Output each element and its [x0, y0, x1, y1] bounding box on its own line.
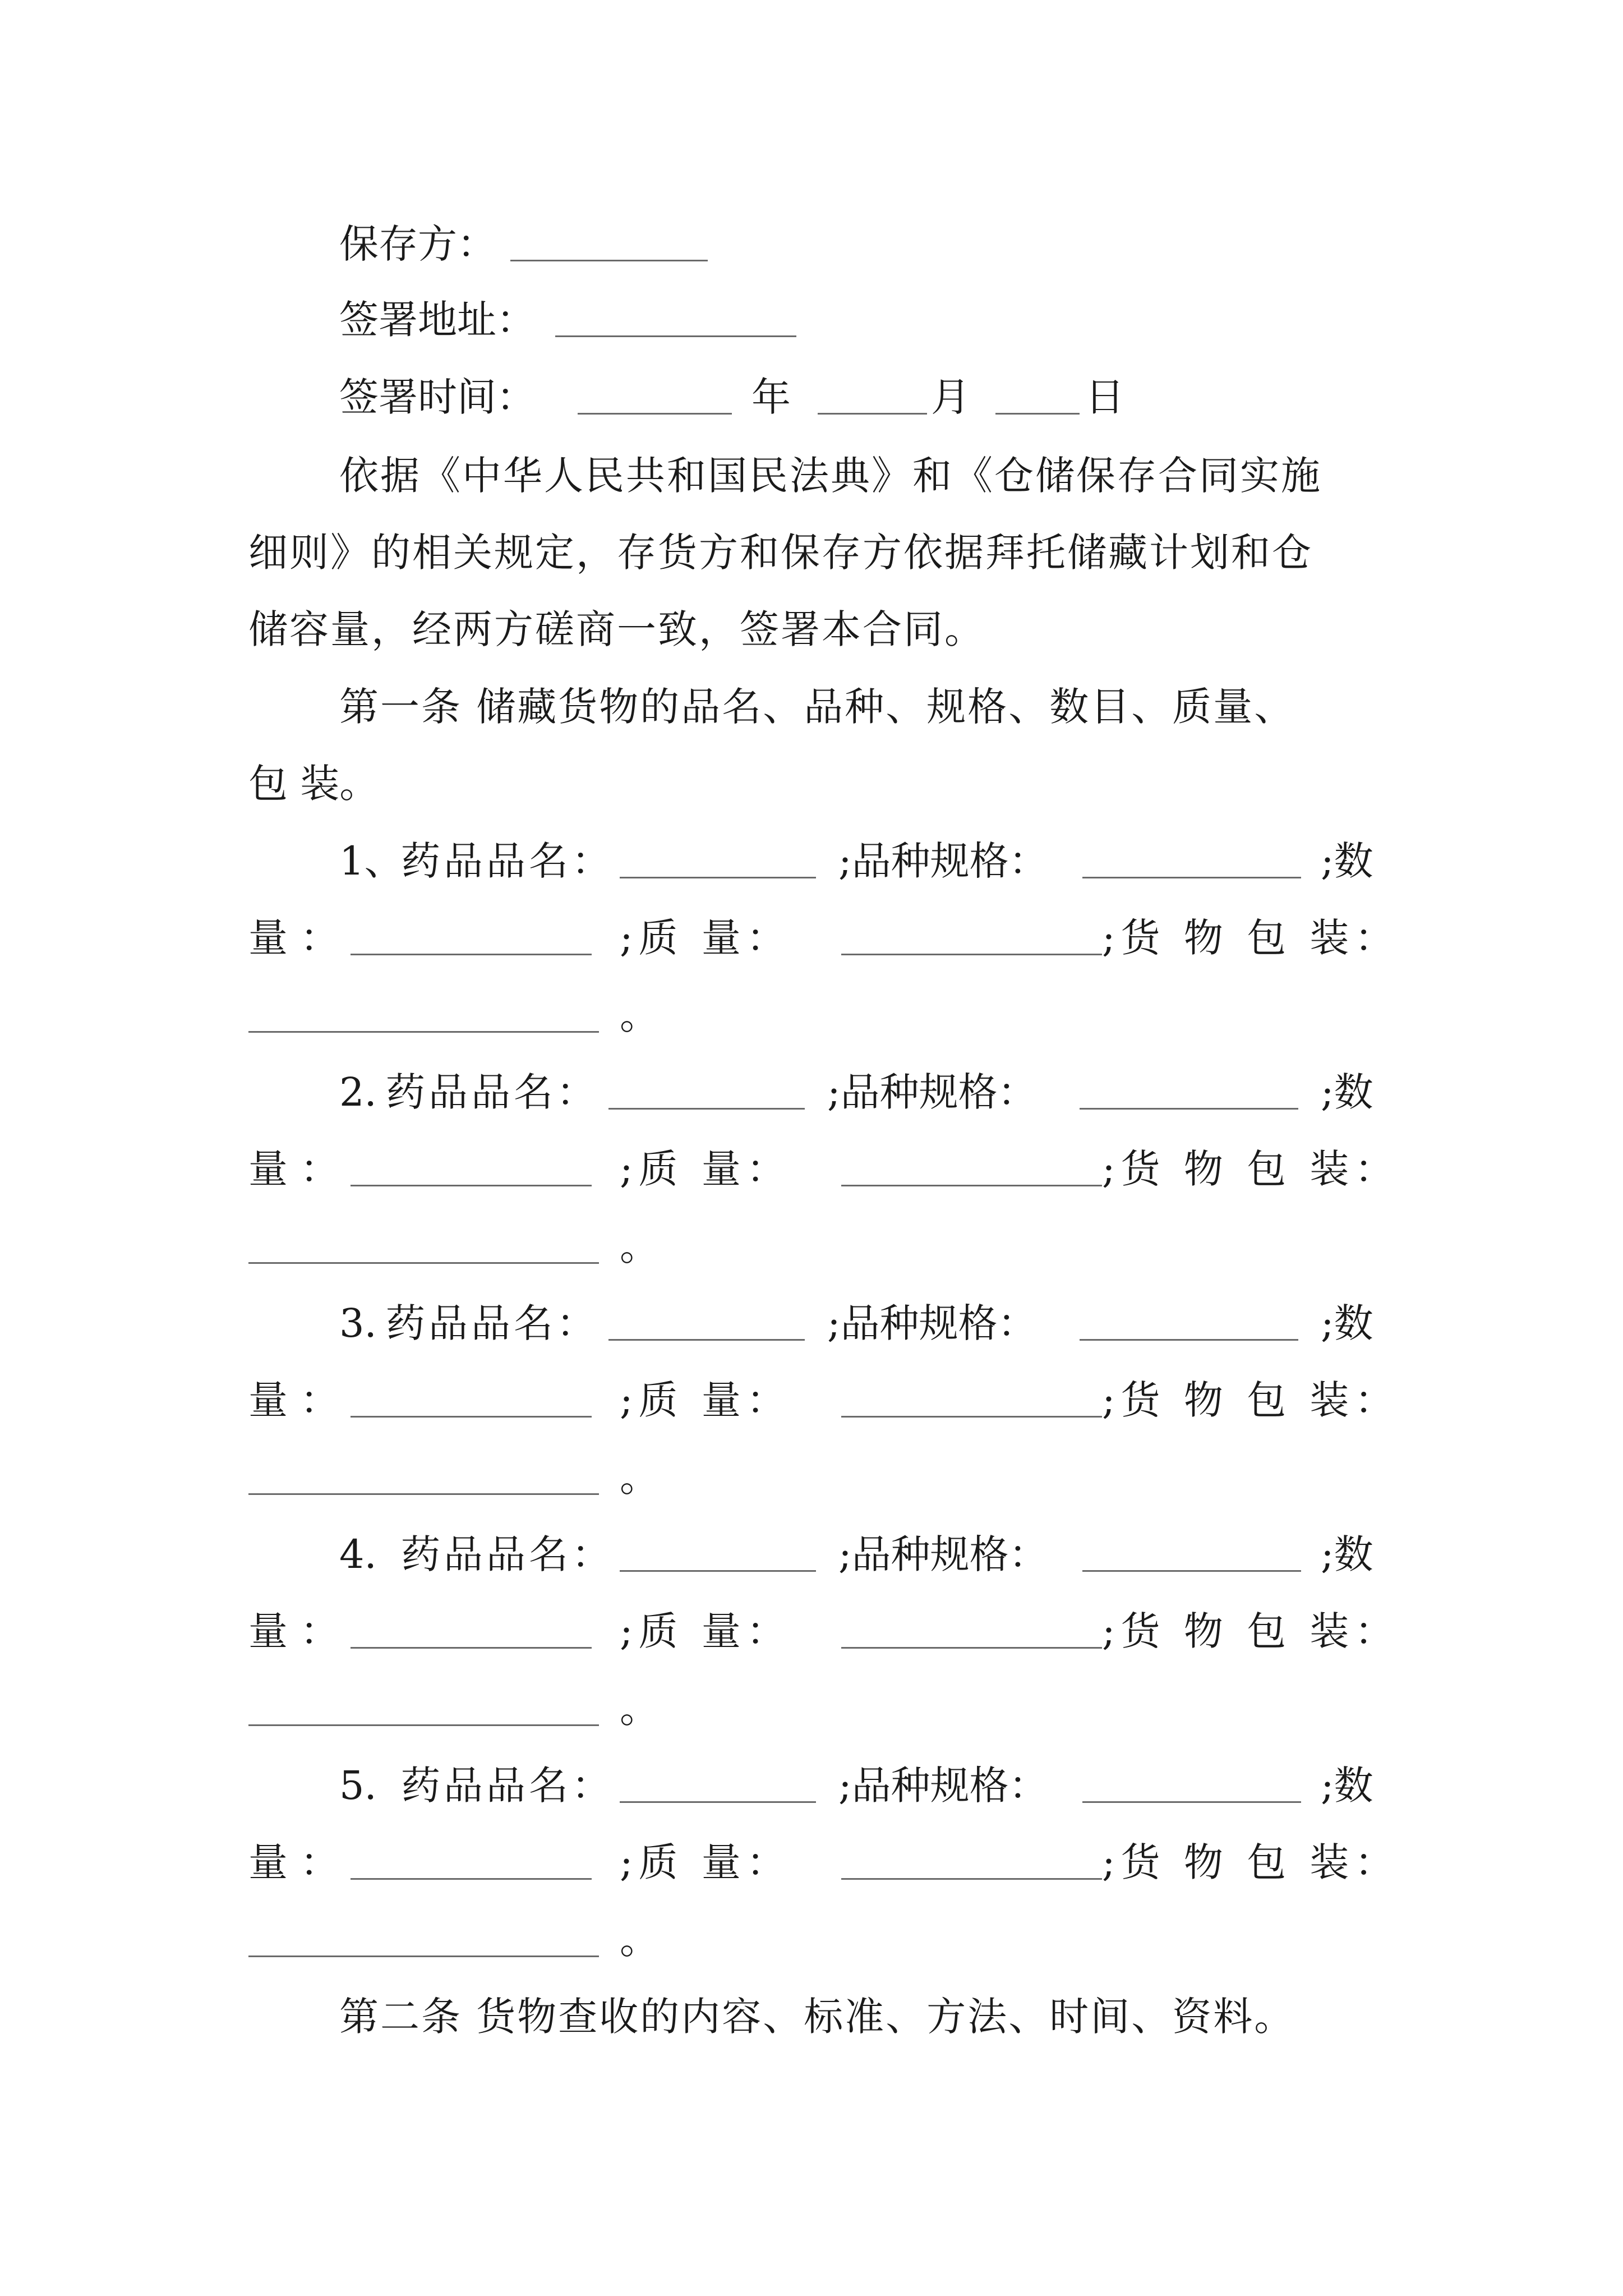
- item-1-end-mark: 。: [620, 992, 659, 1038]
- item-1-line-c: [0, 982, 1623, 1049]
- item-5-number: 5.: [339, 1763, 377, 1809]
- item-4-line-a: [0, 1521, 1623, 1588]
- item-5-line-b: [0, 1829, 1623, 1896]
- day-unit: 日: [1085, 374, 1124, 420]
- item-4-name-label: 药品品名：: [401, 1531, 614, 1577]
- item-4-pack-blank[interactable]: [248, 1724, 599, 1726]
- item-2-quality-label: ;质 量：: [620, 1146, 791, 1192]
- intro-line-3: [0, 596, 1623, 663]
- item-3-quality-label: ;质 量：: [620, 1377, 791, 1423]
- item-5-spec-blank[interactable]: [1082, 1801, 1301, 1803]
- article2-line-1: [0, 1983, 1623, 2050]
- article1-text-2: 包 装。: [248, 761, 379, 807]
- item-5-quality-blank[interactable]: [841, 1878, 1102, 1880]
- item-3-qty-label-b: 量：: [248, 1377, 352, 1423]
- sign-address-line: [0, 286, 1623, 353]
- item-5-qty-label-a: ;数: [1321, 1763, 1373, 1809]
- item-1-pack-blank[interactable]: [248, 1031, 599, 1033]
- item-2-qty-label-b: 量：: [248, 1146, 352, 1192]
- item-1-line-b: [0, 904, 1623, 972]
- item-4-end-mark: 。: [620, 1686, 659, 1732]
- month-blank[interactable]: [818, 413, 927, 415]
- intro-line-2: [0, 519, 1623, 586]
- item-1-pack-label: ;货 物 包 装：: [1102, 915, 1400, 961]
- item-1-quality-blank[interactable]: [841, 954, 1102, 955]
- item-1-quality-label: ;质 量：: [620, 915, 791, 961]
- year-unit: 年: [751, 374, 791, 420]
- item-3-name-blank[interactable]: [608, 1339, 805, 1341]
- item-5-end-mark: 。: [620, 1917, 659, 1963]
- item-2-pack-blank[interactable]: [248, 1262, 599, 1264]
- item-3-number: 3.: [339, 1300, 377, 1346]
- item-4-name-blank[interactable]: [620, 1570, 816, 1572]
- sign-address-blank[interactable]: [555, 335, 796, 337]
- item-5-line-c: [0, 1906, 1623, 1973]
- item-2-spec-blank[interactable]: [1080, 1108, 1298, 1110]
- item-5-qty-label-b: 量：: [248, 1839, 352, 1885]
- item-3-spec-blank[interactable]: [1080, 1339, 1298, 1341]
- item-2-qty-label-a: ;数: [1321, 1069, 1373, 1115]
- item-1-number: 1、: [339, 838, 404, 884]
- item-3-pack-blank[interactable]: [248, 1493, 599, 1495]
- keeper-label: 保存方：: [339, 221, 496, 267]
- item-3-pack-label: ;货 物 包 装：: [1102, 1377, 1400, 1423]
- item-4-spec-blank[interactable]: [1082, 1570, 1301, 1572]
- item-3-qty-label-a: ;数: [1321, 1300, 1373, 1346]
- item-1-qty-label-b: 量：: [248, 915, 352, 961]
- item-5-name-blank[interactable]: [620, 1801, 816, 1803]
- item-1-line-a: [0, 827, 1623, 895]
- item-3-line-c: [0, 1444, 1623, 1511]
- item-3-line-a: [0, 1290, 1623, 1357]
- item-2-name-blank[interactable]: [608, 1108, 805, 1110]
- keeper-line: [0, 210, 1623, 278]
- item-3-name-label: 药品品名：: [386, 1300, 599, 1346]
- intro-text-1: 依据《中华人民共和国民法典》和《仓储保存合同实施: [339, 453, 1322, 499]
- item-1-name-blank[interactable]: [620, 877, 816, 878]
- article1-line-1: [0, 673, 1623, 740]
- day-blank[interactable]: [995, 413, 1080, 415]
- item-5-line-a: [0, 1752, 1623, 1819]
- item-2-end-mark: 。: [620, 1223, 659, 1269]
- item-4-quality-blank[interactable]: [841, 1647, 1102, 1649]
- item-4-line-c: [0, 1675, 1623, 1742]
- item-3-end-mark: 。: [620, 1455, 659, 1501]
- item-2-pack-label: ;货 物 包 装：: [1102, 1146, 1400, 1192]
- item-5-pack-label: ;货 物 包 装：: [1102, 1839, 1400, 1885]
- article1-text-1: 第一条 储藏货物的品名、品种、规格、数目、质量、: [339, 684, 1295, 730]
- item-2-name-label: 药品品名：: [386, 1069, 599, 1115]
- item-2-spec-label: ;品种规格：: [827, 1069, 1037, 1115]
- item-4-quality-label: ;质 量：: [620, 1608, 791, 1654]
- item-4-qty-blank[interactable]: [351, 1647, 592, 1649]
- intro-text-2: 细则》的相关规定，存货方和保存方依据拜托储藏计划和仓: [248, 530, 1313, 576]
- item-1-name-label: 药品品名：: [401, 838, 614, 884]
- item-1-spec-label: ;品种规格：: [838, 838, 1048, 884]
- article2-text-1: 第二条 货物查收的内容、标准、方法、时间、资料。: [339, 1994, 1295, 2040]
- intro-line-1: [0, 442, 1623, 509]
- item-2-number: 2.: [339, 1069, 377, 1115]
- keeper-blank[interactable]: [510, 260, 708, 261]
- sign-time-line: [0, 364, 1623, 431]
- sign-address-label: 签署地址：: [339, 297, 536, 343]
- item-2-line-b: [0, 1135, 1623, 1203]
- item-4-line-b: [0, 1598, 1623, 1665]
- item-2-qty-blank[interactable]: [351, 1185, 592, 1186]
- item-3-line-b: [0, 1366, 1623, 1434]
- article1-line-2: [0, 750, 1623, 817]
- month-unit: 月: [931, 374, 970, 420]
- year-blank[interactable]: [578, 413, 732, 415]
- item-3-qty-blank[interactable]: [351, 1416, 592, 1418]
- item-1-qty-label-a: ;数: [1321, 838, 1373, 884]
- item-1-spec-blank[interactable]: [1082, 877, 1301, 878]
- item-2-quality-blank[interactable]: [841, 1185, 1102, 1186]
- item-4-qty-label-a: ;数: [1321, 1531, 1373, 1577]
- sign-time-label: 签署时间：: [339, 374, 536, 420]
- item-3-spec-label: ;品种规格：: [827, 1300, 1037, 1346]
- item-5-qty-blank[interactable]: [351, 1878, 592, 1880]
- item-5-pack-blank[interactable]: [248, 1955, 599, 1957]
- item-4-number: 4.: [339, 1531, 377, 1577]
- item-1-qty-blank[interactable]: [351, 954, 592, 955]
- item-5-name-label: 药品品名：: [401, 1763, 614, 1809]
- item-2-line-a: [0, 1059, 1623, 1126]
- intro-text-3: 储容量，经两方磋商一致，签署本合同。: [248, 606, 985, 652]
- item-4-qty-label-b: 量：: [248, 1608, 352, 1654]
- item-5-spec-label: ;品种规格：: [838, 1763, 1048, 1809]
- item-3-quality-blank[interactable]: [841, 1416, 1102, 1418]
- item-2-line-c: [0, 1213, 1623, 1280]
- item-4-pack-label: ;货 物 包 装：: [1102, 1608, 1400, 1654]
- item-5-quality-label: ;质 量：: [620, 1839, 791, 1885]
- item-4-spec-label: ;品种规格：: [838, 1531, 1048, 1577]
